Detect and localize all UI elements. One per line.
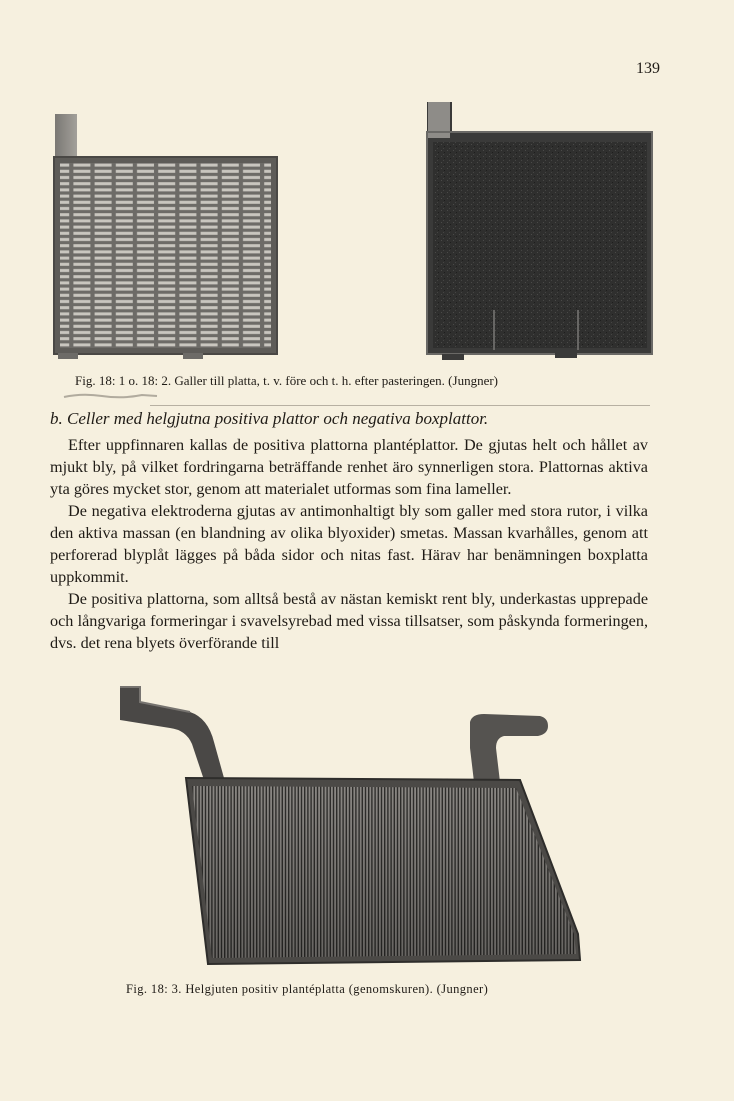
figure-plante-plate (112, 682, 587, 967)
unpasted-grid-image (54, 114, 277, 359)
section-rule (150, 405, 650, 406)
ink-smudge (62, 392, 162, 400)
paragraph: Efter uppfinnaren kallas de positiva plattorna plantéplattor. De gjutas helt och hållet av mjukt bly, på vilket fordringarna beträffande renhet äro synnerligen stora. Plattornas aktiva yta göres mycket stor, genom att materialet utformas som fina lameller. (50, 436, 648, 498)
paragraph: De positiva plattorna, som alltså bestå av nästan kemiskt rent bly, underkastas upprepade och långvariga formeringar i svavelsyrebad med vissa tillsatser, som påskynda formeringen, dvs. det rena blyets överförande till (50, 590, 648, 652)
page-number: 139 (636, 60, 660, 77)
paragraph: De negativa elektroderna gjutas av antimonhaltigt bly som galler med stora rutor, i vilka den aktiva massan (en blandning av olika blyoxider) smetas. Massan kvarhålles, genom att perforerad blyplåt lägges på båda sidor och nitas fast. Härav har benämningen boxplatta uppkommit. (50, 502, 648, 586)
plante-plate-image (120, 687, 580, 964)
section-heading: b. Celler med helgjutna positiva plattor och negativa boxplattor. (50, 409, 489, 428)
figure-caption-top: Fig. 18: 1 o. 18: 2. Galler till platta, t. v. före och t. h. efter pasteringen. (Jungner) (75, 373, 498, 388)
figure-caption-bottom: Fig. 18: 3. Helgjuten positiv plantéplatta (genomskuren). (Jungner) (126, 982, 489, 996)
body-text (50, 434, 648, 654)
figure-grid-plates (50, 100, 660, 365)
pasted-plate-image (427, 102, 652, 360)
